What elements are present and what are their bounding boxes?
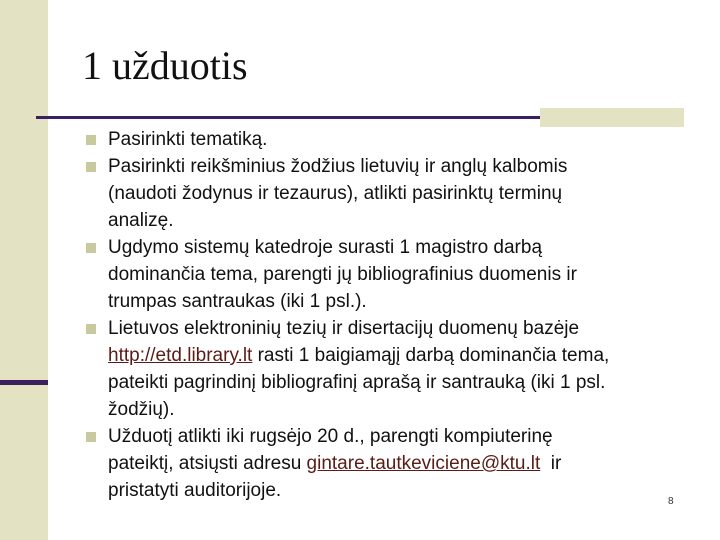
square-bullet-icon	[86, 162, 96, 172]
bullet-text: ir	[540, 453, 562, 474]
slide-title: 1 užduotis	[82, 43, 248, 88]
bullet-text: Pasirinkti reikšminius žodžius lietuvių ir anglų kalbomis	[108, 156, 568, 177]
bullet-text: žodžių).	[108, 399, 175, 420]
bullet-text: trumpas santraukas (iki 1 psl.).	[108, 291, 367, 312]
bullet-text: pateikti pagrindinį bibliografinį aprašą ir santrauką (iki 1 psl.	[108, 372, 606, 393]
bullet-text-with-link	[108, 342, 706, 369]
bullet-item	[86, 153, 706, 234]
etd-library-link[interactable]: http://etd.library.lt	[108, 345, 253, 366]
bullet-text: pristatyti auditorijoje.	[108, 480, 282, 501]
left-accent-bar	[0, 380, 48, 385]
bullet-text: Pasirinkti tematiką.	[108, 129, 268, 150]
bullet-item	[86, 315, 706, 423]
bullet-text: analizę.	[108, 210, 174, 231]
bullet-item	[86, 234, 706, 315]
bullet-text: pateiktį, atsiųsti adresu	[108, 453, 307, 474]
bullet-text: rasti 1 baigiamąjį darbą dominančia tema,	[252, 345, 610, 366]
square-bullet-icon	[86, 432, 96, 442]
square-bullet-icon	[86, 135, 96, 145]
square-bullet-icon	[86, 243, 96, 253]
bullet-item	[86, 126, 706, 153]
bullet-text-with-link	[108, 450, 706, 477]
bullet-text: Užduotį atlikti iki rugsėjo 20 d., parengti kompiuterinę	[108, 426, 553, 447]
left-decor-band	[0, 0, 48, 540]
square-bullet-icon	[86, 324, 96, 334]
bullet-text: Ugdymo sistemų katedroje surasti 1 magistro darbą	[108, 237, 543, 258]
bullet-text: (naudoti žodynus ir tezaurus), atlikti pasirinktų terminų	[108, 183, 563, 204]
bullet-item	[86, 423, 706, 504]
bullet-text: Lietuvos elektroninių tezių ir disertacijų duomenų bazėje	[108, 318, 580, 339]
title-decor-block	[540, 108, 684, 127]
slide-number: 8	[668, 496, 674, 507]
email-link[interactable]: gintare.tautkeviciene@ktu.lt	[306, 453, 541, 474]
bullet-list	[86, 126, 706, 504]
bullet-text: dominančia tema, parengti jų bibliografinius duomenis ir	[108, 264, 577, 285]
